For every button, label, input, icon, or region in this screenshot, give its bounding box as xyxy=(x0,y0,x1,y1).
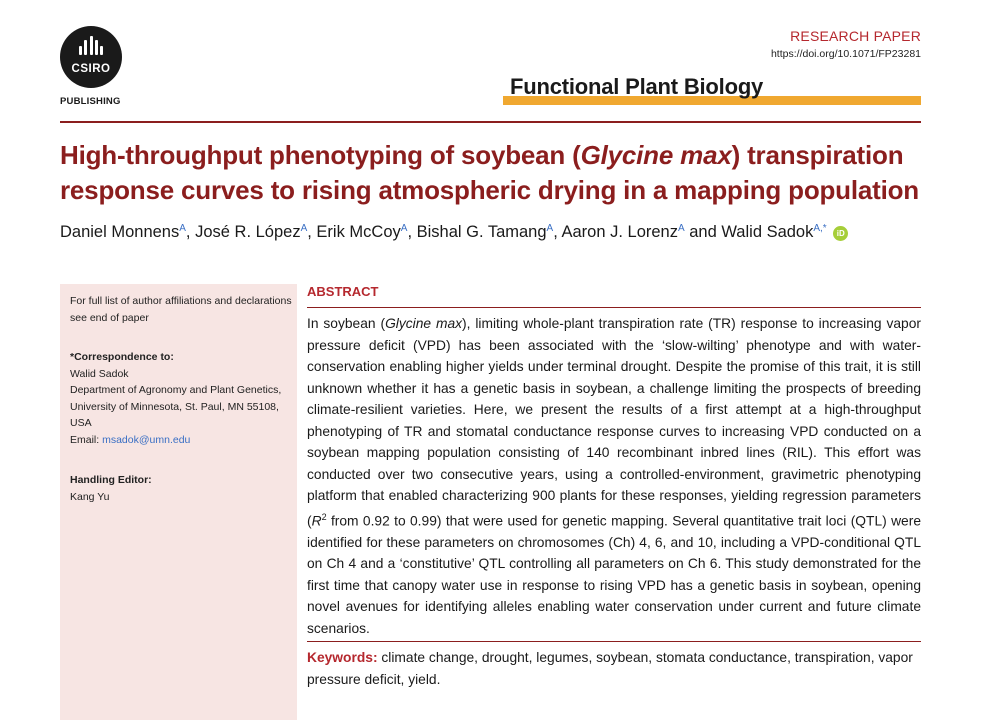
doi-link[interactable]: https://doi.org/10.1071/FP23281 xyxy=(770,48,921,60)
article-type: RESEARCH PAPER xyxy=(790,28,921,44)
correspondence-block: *Correspondence to: Walid Sadok Department of Agronomy and Plant Genetics, University of Minnesota, St. Paul, MN 55108, USA Email: msadok@umn.edu xyxy=(70,351,282,446)
editor-name: Kang Yu xyxy=(70,490,110,503)
author-name: Walid Sadok xyxy=(721,223,814,241)
author-name: Aaron J. Lorenz xyxy=(561,223,678,241)
abstract-heading: ABSTRACT xyxy=(307,284,379,299)
author-affiliation: A xyxy=(179,223,186,234)
editor-block xyxy=(70,472,292,505)
keywords xyxy=(307,647,921,690)
csiro-bars-icon xyxy=(60,36,122,55)
abstract-divider xyxy=(307,307,921,308)
author-name: Daniel Monnens xyxy=(60,223,180,241)
author-name: Erik McCoy xyxy=(316,223,401,241)
author-name: José R. López xyxy=(195,223,301,241)
email-link[interactable]: msadok@umn.edu xyxy=(102,433,191,446)
author-name: Bishal G. Tamang xyxy=(416,223,547,241)
header-divider xyxy=(60,121,921,123)
author-affiliation: A xyxy=(300,223,308,234)
author-affiliation: A xyxy=(677,223,685,234)
orcid-icon[interactable]: iD xyxy=(833,226,848,241)
publishing-label: PUBLISHING xyxy=(60,96,121,107)
editor-heading: Handling Editor: xyxy=(70,474,152,486)
author-affiliation: A xyxy=(546,223,554,234)
keywords-text: climate change, drought, legumes, soybean, stomata conductance, transpiration, vapor pressure deficit, yield. xyxy=(307,650,913,687)
correspondence-heading: *Correspondence to: xyxy=(70,351,174,363)
journal-name: Functional Plant Biology xyxy=(510,74,764,99)
affiliations-note: For full list of author affiliations and declarations see end of paper xyxy=(70,295,292,324)
author-affiliation: A xyxy=(400,223,408,234)
keywords-label: Keywords: xyxy=(307,650,378,665)
author-list: Daniel Monnens$^A$, José R. López$^A$, Erik McCoy$^A$, Bishal G. Tamang$^A$, Aaron J. Lorenz$^A$ and Walid Sadok$^{A,*}$ iD xyxy=(60,223,848,242)
logo-text: CSIRO xyxy=(71,63,111,75)
correspondence-name: Walid Sadok xyxy=(70,367,129,380)
keywords-divider xyxy=(307,641,921,642)
author-affiliation: A,* xyxy=(813,223,827,234)
article-title: High-throughput phenotyping of soybean (Glycine max) transpiration response curves to rising atmospheric drying in a mapping population xyxy=(60,140,919,205)
title-species: Glycine max xyxy=(580,140,732,170)
csiro-logo xyxy=(60,26,122,88)
correspondence-address: Department of Agronomy and Plant Genetics, University of Minnesota, St. Paul, MN 55108, USA xyxy=(70,384,282,429)
abstract-text: In soybean (Glycine max), limiting whole-plant transpiration rate (TR) response to increasing vapor pressure deficit (VPD) has been associated with the ‘slow-wilting’ phenotype and with water-conservation enabling higher yields under terminal drought. Despite the promise of this trait, it is still unknown whether it has a genetic basis in soybean, a challenge limiting the prospects of breeding climate-resilient varieties. Here, we present the results of a first attempt at a high-throughput phenotyping of TR and stomatal conductance response curves to increasing VPD conducted on a soybean mapping population consisting of 140 recombinant inbred lines (RIL). This effort was conducted over two consecutive years, using a controlled-environment, gravimetric phenotyping platform that enabled characterizing 900 plants for these responses, yielding regression parameters ($R^2$ from 0.92 to 0.99) that were used for genetic mapping. Several quantitative trait loci (QTL) were identified for these parameters on chromosomes (Ch) 4, 6, and 10, including a VPD-conditional QTL on Ch 4 and a ‘constitutive’ QTL controlling all parameters on Ch 6. This study demonstrated for the first time that canopy water use in response to rising VPD has a genetic basis in soybean, opening novel avenues for identifying alleles enabling water conservation under current and future climate scenarios. xyxy=(307,316,921,636)
article-sidebar xyxy=(60,284,297,720)
